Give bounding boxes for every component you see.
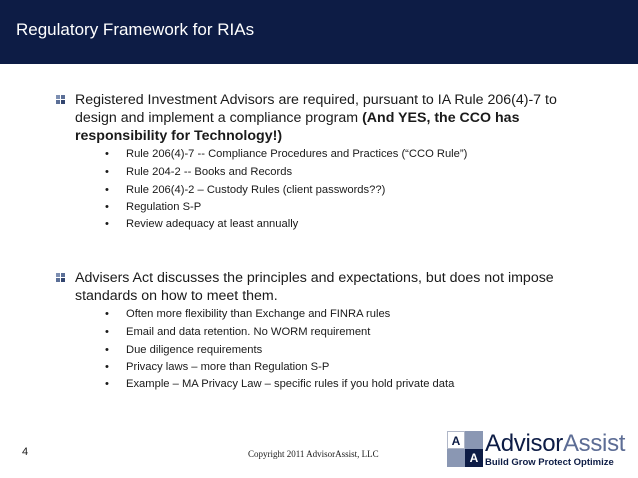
copyright-notice: Copyright 2011 AdvisorAssist, LLC xyxy=(248,449,379,459)
bullet-dot-icon: • xyxy=(105,166,109,178)
bullet-dot-icon: • xyxy=(105,184,109,196)
slide-title: Regulatory Framework for RIAs xyxy=(16,20,255,39)
title-bar xyxy=(0,0,638,64)
sub-bullet-text: Example – MA Privacy Law – specific rules if you hold private data xyxy=(126,378,455,390)
logo-letter-a: A xyxy=(465,449,483,467)
sub-bullet xyxy=(105,360,329,374)
logo-tagline: Build Grow Protect Optimize xyxy=(485,457,614,468)
page-number: 4 xyxy=(22,446,29,458)
sub-bullet xyxy=(105,200,201,214)
sub-bullet-text: Often more flexibility than Exchange and FINRA rules xyxy=(126,308,391,320)
square-bullet-icon xyxy=(56,273,65,282)
bullet-dot-icon: • xyxy=(105,361,109,373)
sub-bullet xyxy=(105,183,385,197)
bullet-dot-icon: • xyxy=(105,378,109,390)
logo-mark-icon xyxy=(447,431,483,467)
logo-wordmark: AdvisorAssist xyxy=(485,430,626,457)
sub-bullet xyxy=(105,325,370,339)
bullet-dot-icon: • xyxy=(105,218,109,230)
sub-bullet-text: Regulation S-P xyxy=(126,201,202,213)
sub-bullet-text: Rule 206(4)-7 -- Compliance Procedures and Practices (“CCO Rule”) xyxy=(126,148,468,160)
sub-bullet-text: Review adequacy at least annually xyxy=(126,218,299,230)
advisorassist-logo xyxy=(447,431,629,471)
bullet-dot-icon: • xyxy=(105,344,109,356)
sub-bullet xyxy=(105,377,454,391)
main-bullet-text: Registered Investment Advisors are required, pursuant to IA Rule 206(4)-7 to design and implement a compliance program (And YES, the CCO has responsibility for Technology!) xyxy=(75,92,557,144)
sub-bullet-text: Privacy laws – more than Regulation S-P xyxy=(126,361,330,373)
sub-bullet-text: Due diligence requirements xyxy=(126,344,263,356)
bold-emphasis: (And YES, the CCO has responsibility for Technology!) xyxy=(75,110,520,144)
sub-bullet xyxy=(105,343,262,357)
square-bullet-icon xyxy=(56,95,65,104)
main-bullet-text: Advisers Act discusses the principles and expectations, but does not impose standards on how to meet them. xyxy=(75,270,554,304)
sub-bullet-text: Rule 204-2 -- Books and Records xyxy=(126,166,293,178)
bullet-dot-icon: • xyxy=(105,148,109,160)
sub-bullet xyxy=(105,217,298,231)
sub-bullet-text: Email and data retention. No WORM requirement xyxy=(126,326,371,338)
logo-letter-a: A xyxy=(447,431,465,449)
main-bullet-2 xyxy=(56,269,596,305)
bullet-dot-icon: • xyxy=(105,308,109,320)
bullet-dot-icon: • xyxy=(105,326,109,338)
sub-bullet-text: Rule 206(4)-2 – Custody Rules (client passwords??) xyxy=(126,184,386,196)
main-bullet-1 xyxy=(56,91,596,145)
sub-bullet xyxy=(105,147,467,161)
bullet-dot-icon: • xyxy=(105,201,109,213)
sub-bullet xyxy=(105,165,292,179)
sub-bullet xyxy=(105,307,390,321)
